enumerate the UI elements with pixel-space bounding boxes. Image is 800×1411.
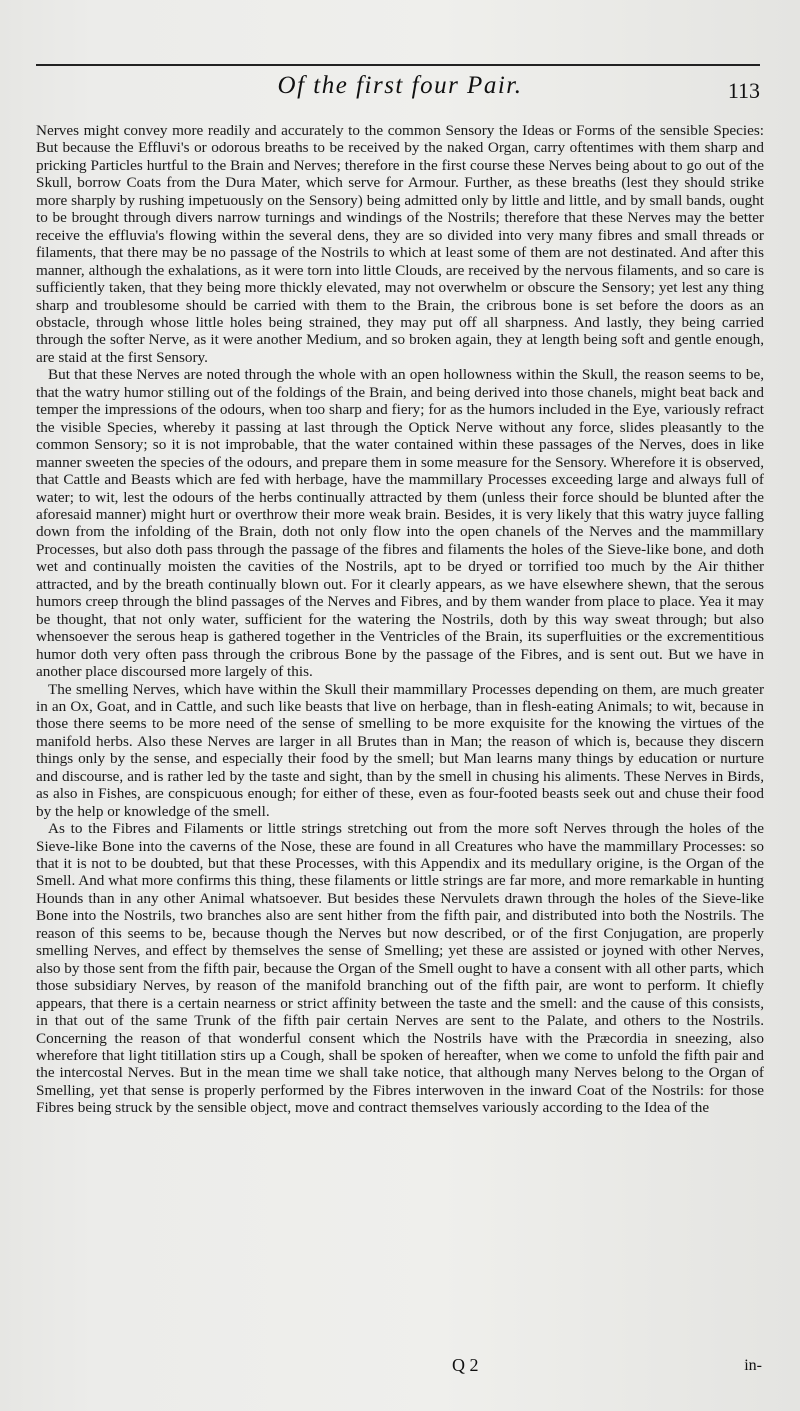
page-footer: [0, 1355, 800, 1385]
body-text: [36, 122, 764, 1117]
paragraph-3: The smelling Nerves, which have within the Skull their mammillary Processes depending on them, are much greater in an Ox, Goat, and in Cattle, and such like beasts that live on herbage, than in flesh-eating Animals; to wit, because in those there seems to be more need of the sense of smelling to be more exquisite for the knowing the virtues of the manifold herbs. Also these Nerves are larger in all Brutes than in Man; the reason of which is, because they discern things only by the sense, and especially their food by the smell; but Man learns many things by education or nurture and discourse, and is rather led by the taste and sight, than by the smell in chusing his aliments. These Nerves in Birds, as also in Fishes, are conspicuous enough; for either of these, even as four-footed beasts seek out and chuse their food by the help or knowledge of the smell.: [36, 680, 764, 820]
paragraph-4: As to the Fibres and Filaments or little strings stretching out from the more soft Nerves through the holes of the Sieve-like Bone into the caverns of the Nose, these are found in all Creatures who have the mammillary Processes: so that it is not to be doubted, but that these Processes, with this Appendix and its medullary origine, is the Organ of the Smell. And what more confirms this thing, these filaments or little strings are far more, and more remarkable in hunting Hounds than in any other Animal whatsoever. But besides these Nervulets drawn through the holes of the Sieve-like Bone into the Nostrils, two branches also are sent hither from the fifth pair, and distributed into both the Nostrils. The reason of this seems to be, because though the Nerves but now described, or of the first Conjugation, are properly smelling Nerves, and effect by themselves the sense of Smelling; yet these are assisted or joyned with other Nerves, also by those sent from the fifth pair, because the Organ of the Smell ought to have a consent with all other parts, which those subsidiary Nerves, by reason of the manifold branching out of the fifth pair, are wont to perform. It chiefly appears, that there is a certain nearness or strict affinity between the taste and the smell: and the cause of this consists, in that out of the same Trunk of the fifth pair certain Nerves are sent to the Palate, and others to the Nostrils. Concerning the reason of that wonderful consent which the Nostrils have with the Præcordia in sneezing, also wherefore that light titillation stirs up a Cough, shall be spoken of hereafter, when we come to unfold the fifth pair and the intercostal Nerves. But in the mean time we shall take notice, that although many Nerves belong to the Organ of Smelling, yet that sense is properly performed by the Fibres interwoven in the inward Coat of the Nostrils: for those Fibres being struck by the sensible object, move and contract themselves variously according to the Idea of the: [36, 820, 764, 1117]
signature-mark: Q 2: [452, 1355, 479, 1375]
header-rule: [36, 64, 760, 66]
paragraph-2: But that these Nerves are noted through the whole with an open hollowness within the Skull, the reason seems to be, that the watry humor stilling out of the foldings of the Brain, and being derived into those chanels, might beat back and temper the impressions of the odours, when too sharp and fiery; for as the humors included in the Eye, variously refract the visible Species, whereby it passing at last through the Optick Nerve without any force, slides pleasantly to the common Sensory; so it is not improbable, that the water contained within these passages of the Nerves, does in like manner sweeten the species of the odours, and prepare them in some measure for the Sensory. Wherefore it is observed, that Cattle and Beasts which are fed with herbage, have the mammillary Processes exceeding large and always full of water; to wit, lest the odours of the herbs continually attracted by them (unless their force should be blunted after the aforesaid manner) might hurt or overthrow their more weak brain. Besides, it is very likely that this watry juyce falling down from the infolding of the Brain, doth not only flow into the open chanels of the Nerves and the mammillary Processes, but also doth pass through the passage of the fibres and filaments the holes of the Sieve-like bone, and doth wet and continually moisten the cavities of the Nostrils, apt to be dryed or torrified too much by the Air thither attracted, and by the breath continually blown out. For it clearly appears, as we have elsewhere shewn, that the serous humors creep through the blind passages of the Nerves and Fibres, and by them wander from place to place. Yea it may be thought, that not only water, sufficient for the watering the Nostrils, doth by this way sweat through; but also whensoever the serous heap is gathered together in the Ventricles of the Brain, its superfluities or the excrementitious humor doth very often pass through the cribrous Bone by the passage of the Fibres, and is sent out. But we have in another place discoursed more largely of this.: [36, 366, 764, 681]
catchword: in-: [744, 1357, 762, 1374]
running-head: [0, 72, 800, 112]
page-number: 113: [727, 78, 760, 103]
paragraph-1: Nerves might convey more readily and accurately to the common Sensory the Ideas or Forms of the sensible Species: But because the Effluvi's or odorous breaths to be received by the naked Organ, carry oftentimes with them sharp and pricking Particles hurtful to the Brain and Nerves; therefore in the first course these Nerves being about to go out of the Skull, borrow Coats from the Dura Mater, which serve for Armour. Further, as these breaths (lest they should strike more sharply by rushing impetuously on the Sensory) being admitted only by little and little, and by small bands, ought to be brought through divers narrow turnings and windings of the Nostrils; therefore that these Nerves may the better receive the effluvia's flowing within the several dens, they are so divided into very many fibres and small threads or filaments, that there may be no passage of the Nostrils to which at least some of them are not destinated. And after this manner, although the exhalations, as it were torn into little Clouds, are received by the nervous filaments, and so care is sufficiently taken, that they being more thickly elevated, may not overwhelm or obscure the Sensory; yet lest any thing sharp and troublesome should be carried with them to the Brain, the cribrous bone is set before the doors as an obstacle, through whose little holes being strained, they may put off all sharpness. And lastly, they being carried through the softer Nerve, as it were another Medium, and so broken again, they at length being soft and gentle enough, are staid at the first Sensory.: [36, 122, 764, 366]
running-title: Of the first four Pair.: [277, 72, 523, 99]
